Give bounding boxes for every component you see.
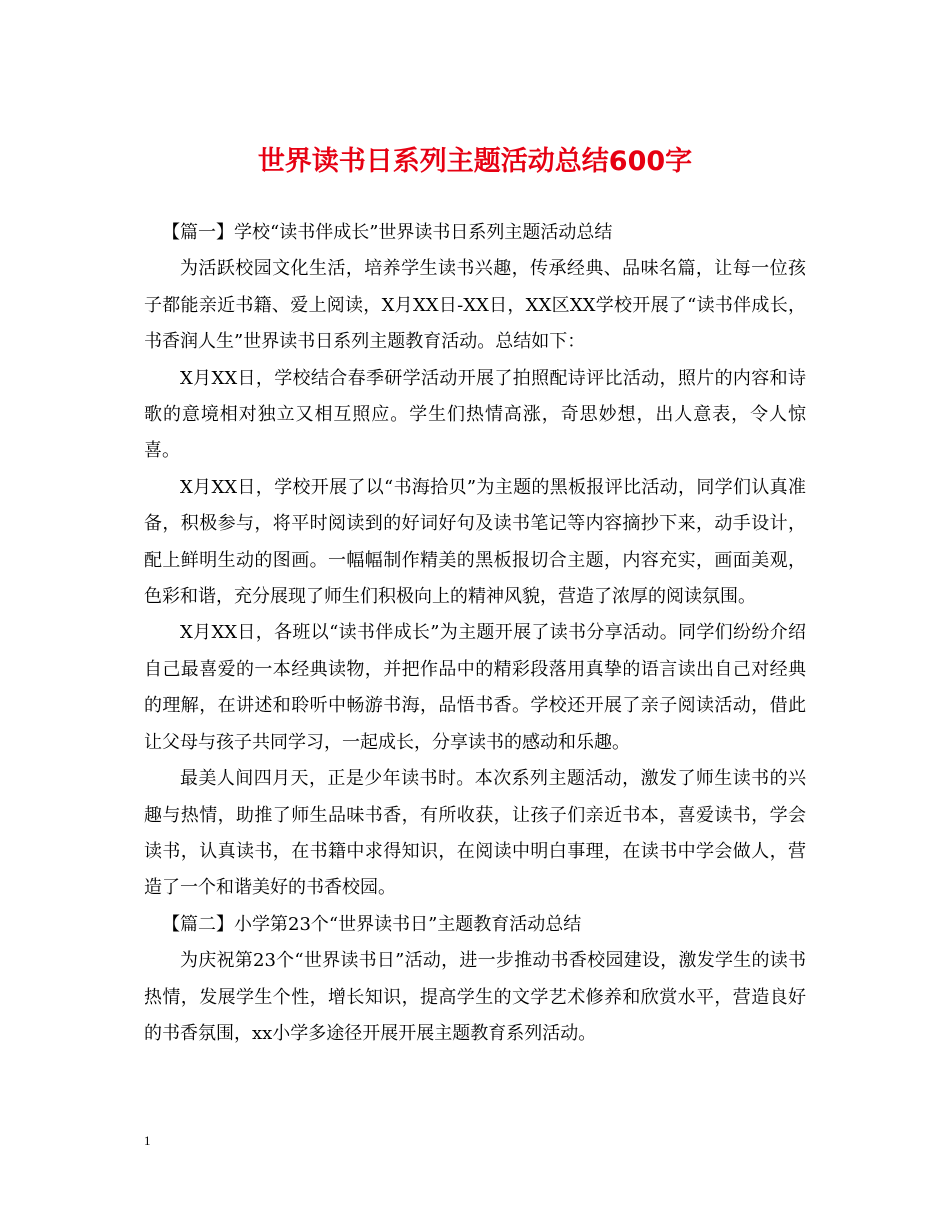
body-paragraph: X月XX日，学校结合春季研学活动开展了拍照配诗评比活动，照片的内容和诗歌的意境相对独立又相互照应。学生们热情高涨，奇思妙想，出人意表，令人惊喜。 — [144, 367, 806, 462]
body-paragraph: X月XX日，学校开展了以“书海拾贝”为主题的黑板报评比活动，同学们认真准备，积极参与，将平时阅读到的好词好句及读书笔记等内容摘抄下来，动手设计，配上鲜明生动的图画。一幅幅制作精美的黑板报切合主题，内容充实，画面美观，色彩和谐，充分展现了师生们积极向上的精神风貌，营造了浓厚的阅读氛围。 — [144, 476, 806, 608]
page-number: 1 — [144, 1133, 151, 1148]
document-body — [144, 215, 806, 1052]
section-heading: 【篇一】学校“读书伴成长”世界读书日系列主题活动总结 — [162, 222, 613, 243]
body-paragraph: 为庆祝第23个“世界读书日”活动，进一步推动书香校园建设，激发学生的读书热情，发展学生个性，增长知识，提高学生的文学艺术修养和欣赏水平，营造良好的书香氛围，xx小学多途径开展开展主题教育系列活动。 — [144, 950, 806, 1044]
body-paragraph: X月XX日，各班以“读书伴成长”为主题开展了读书分享活动。同学们纷纷介绍自己最喜爱的一本经典读物，并把作品中的精彩段落用真挚的语言读出自己对经典的理解，在讲述和聆听中畅游书海，品悟书香。学校还开展了亲子阅读活动，借此让父母与孩子共同学习，一起成长，分享读书的感动和乐趣。 — [144, 622, 806, 753]
document-title: 世界读书日系列主题活动总结600字 — [257, 146, 693, 177]
section-heading: 【篇二】小学第23个“世界读书日”主题教育活动总结 — [162, 913, 582, 935]
body-paragraph: 为活跃校园文化生活，培养学生读书兴趣，传承经典、品味名篇，让每一位孩子都能亲近书籍、爱上阅读，X月XX日-XX日，XX区XX学校开展了“读书伴成长，书香润人生”世界读书日系列主题教育活动。总结如下： — [144, 258, 806, 353]
body-paragraph: 最美人间四月天，正是少年读书时。本次系列主题活动，激发了师生读书的兴趣与热情，助推了师生品味书香，有所收获，让孩子们亲近书本，喜爱读书，学会读书，认真读书，在书籍中求得知识，在阅读中明白事理，在读书中学会做人，营造了一个和谐美好的书香校园。 — [144, 768, 806, 899]
